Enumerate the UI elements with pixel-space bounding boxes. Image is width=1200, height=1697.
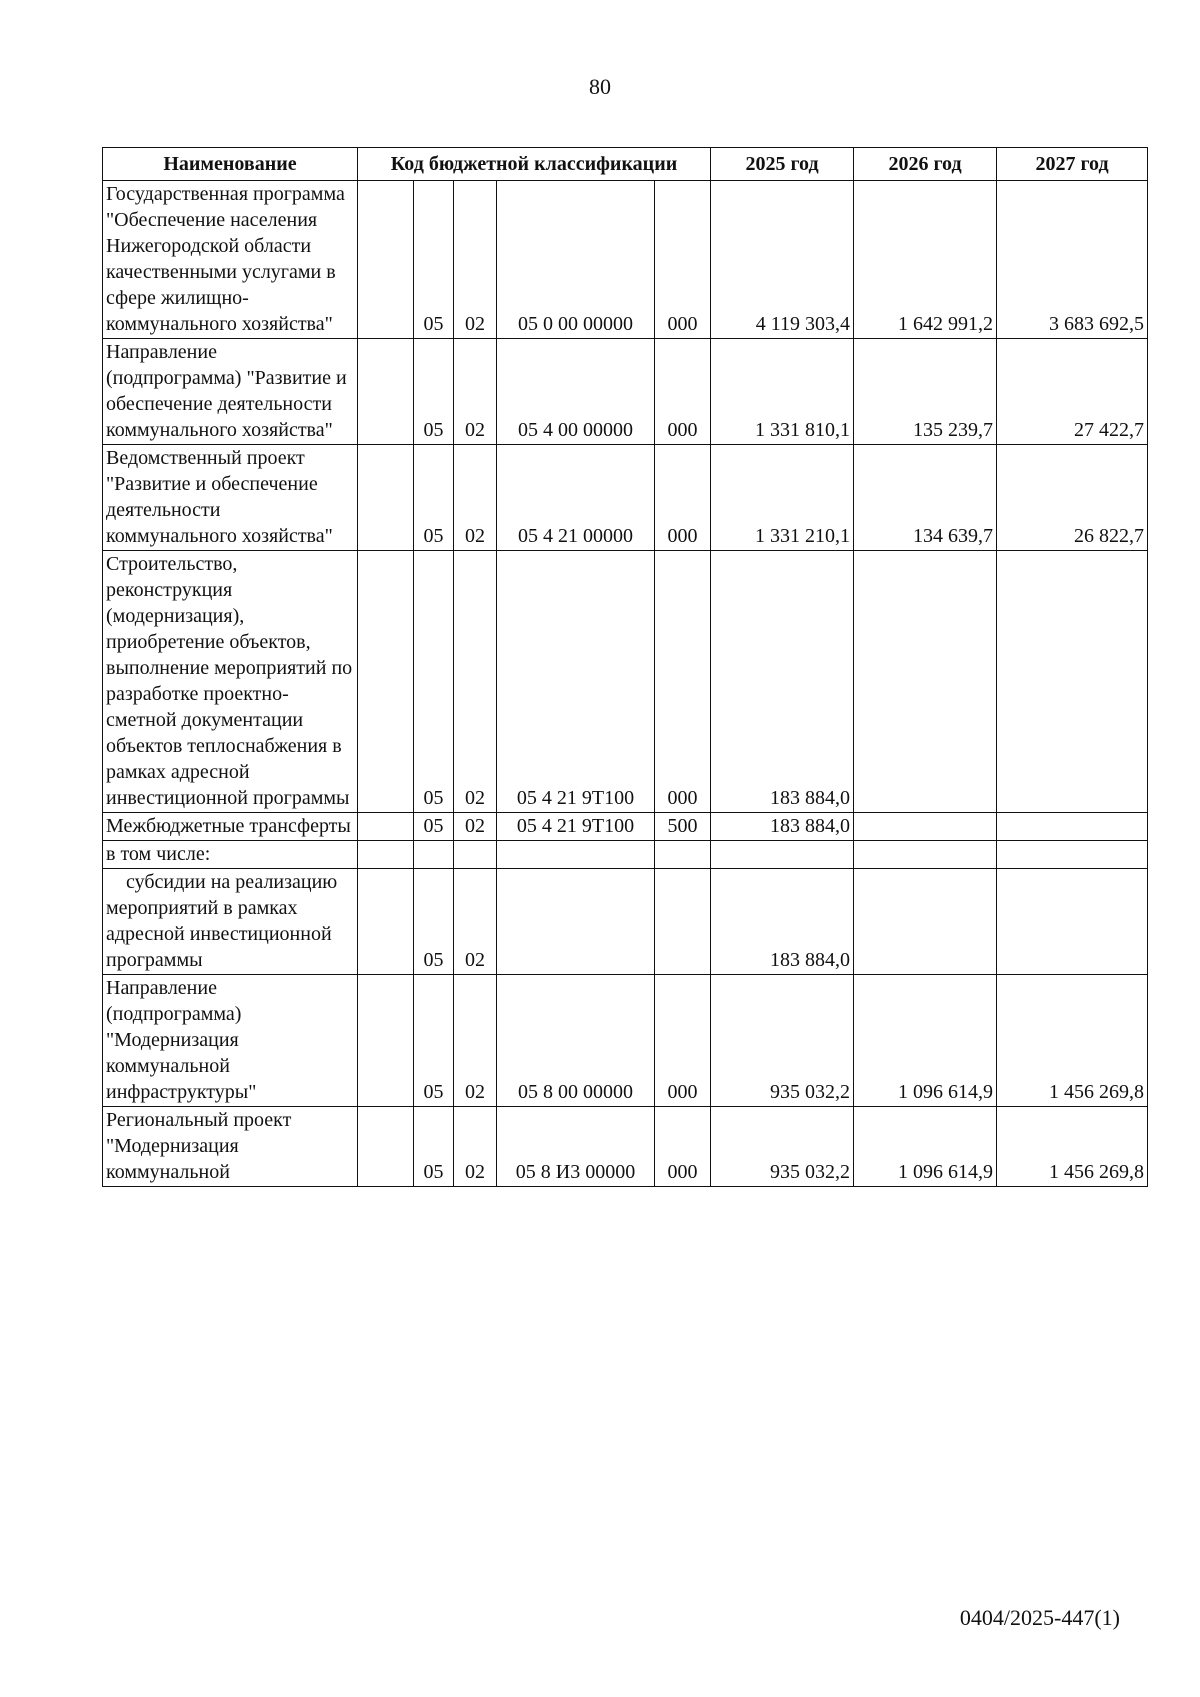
- table-row: [103, 975, 1148, 1107]
- code-target-article: 05 4 00 00000: [497, 339, 655, 445]
- header-2027: 2027 год: [997, 148, 1148, 181]
- table-row: [103, 339, 1148, 445]
- value-2027: [997, 813, 1148, 841]
- value-2026: 1 096 614,9: [854, 975, 997, 1107]
- code-subsection: 02: [454, 975, 497, 1107]
- code-subsection: 02: [454, 869, 497, 975]
- code-expense-type: 000: [655, 551, 711, 813]
- row-name: Региональный проект "Модернизация коммунальной: [103, 1107, 358, 1187]
- code-target-article: 05 4 21 9Т100: [497, 551, 655, 813]
- table-row: [103, 813, 1148, 841]
- value-2026: [854, 551, 997, 813]
- value-2025: [711, 841, 854, 869]
- value-2026: [854, 813, 997, 841]
- value-2025: 935 032,2: [711, 975, 854, 1107]
- value-2025: 1 331 210,1: [711, 445, 854, 551]
- row-name: Государственная программа "Обеспечение населения Нижегородской области качественными услугами в сфере жилищно-коммунального хозяйства": [103, 181, 358, 339]
- row-name: Строительство, реконструкция (модернизация), приобретение объектов, выполнение мероприятий по разработке проектно-сметной документации объектов теплоснабжения в рамках адресной инвестиционной программы: [103, 551, 358, 813]
- code-subsection: 02: [454, 181, 497, 339]
- value-2027: [997, 551, 1148, 813]
- code-target-article: 05 4 21 9Т100: [497, 813, 655, 841]
- code-expense-type: 000: [655, 975, 711, 1107]
- code-target-article: [497, 869, 655, 975]
- code-expense-type: 000: [655, 1107, 711, 1187]
- value-2025: 4 119 303,4: [711, 181, 854, 339]
- value-2026: 1 096 614,9: [854, 1107, 997, 1187]
- value-2026: [854, 841, 997, 869]
- code-section: 05: [414, 339, 454, 445]
- code-subsection: 02: [454, 339, 497, 445]
- value-2025: 1 331 810,1: [711, 339, 854, 445]
- row-name: [103, 869, 358, 975]
- value-2027: [997, 841, 1148, 869]
- code-cell: [358, 869, 414, 975]
- row-name: Направление (подпрограмма) "Развитие и обеспечение деятельности коммунального хозяйства": [103, 339, 358, 445]
- code-cell: [358, 339, 414, 445]
- code-section: 05: [414, 551, 454, 813]
- code-section: [414, 841, 454, 869]
- value-2027: [997, 869, 1148, 975]
- table-row: [103, 551, 1148, 813]
- value-2027: 27 422,7: [997, 339, 1148, 445]
- value-2026: 134 639,7: [854, 445, 997, 551]
- table-row: [103, 1107, 1148, 1187]
- value-2027: 26 822,7: [997, 445, 1148, 551]
- value-2027: 3 683 692,5: [997, 181, 1148, 339]
- code-section: 05: [414, 181, 454, 339]
- code-expense-type: [655, 869, 711, 975]
- value-2025: 183 884,0: [711, 813, 854, 841]
- code-expense-type: 000: [655, 339, 711, 445]
- code-section: 05: [414, 445, 454, 551]
- code-expense-type: 000: [655, 445, 711, 551]
- code-subsection: 02: [454, 445, 497, 551]
- code-expense-type: 500: [655, 813, 711, 841]
- code-target-article: 05 8 00 00000: [497, 975, 655, 1107]
- value-2025: 183 884,0: [711, 869, 854, 975]
- code-subsection: 02: [454, 1107, 497, 1187]
- code-section: 05: [414, 1107, 454, 1187]
- row-name: Межбюджетные трансферты: [103, 813, 358, 841]
- page-number: 80: [589, 74, 611, 99]
- code-target-article: 05 4 21 00000: [497, 445, 655, 551]
- header-budget-code: Код бюджетной классификации: [358, 148, 711, 181]
- code-target-article: 05 8 И3 00000: [497, 1107, 655, 1187]
- code-target-article: 05 0 00 00000: [497, 181, 655, 339]
- code-subsection: 02: [454, 551, 497, 813]
- code-target-article: [497, 841, 655, 869]
- code-cell: [358, 1107, 414, 1187]
- row-name-text: субсидии на реализацию мероприятий в рамках адресной инвестиционной программы: [106, 871, 338, 971]
- code-section: 05: [414, 869, 454, 975]
- code-cell: [358, 841, 414, 869]
- value-2025: 183 884,0: [711, 551, 854, 813]
- code-section: 05: [414, 813, 454, 841]
- row-name: Направление (подпрограмма) "Модернизация коммунальной инфраструктуры": [103, 975, 358, 1107]
- table-row: [103, 181, 1148, 339]
- value-2026: 135 239,7: [854, 339, 997, 445]
- header-name: Наименование: [103, 148, 358, 181]
- value-2026: 1 642 991,2: [854, 181, 997, 339]
- table-row: [103, 869, 1148, 975]
- table-row: [103, 841, 1148, 869]
- code-cell: [358, 445, 414, 551]
- code-subsection: [454, 841, 497, 869]
- table-header-row: [103, 148, 1148, 181]
- row-name: Ведомственный проект "Развитие и обеспечение деятельности коммунального хозяйства": [103, 445, 358, 551]
- row-name: в том числе:: [103, 841, 358, 869]
- table-row: [103, 445, 1148, 551]
- value-2025: 935 032,2: [711, 1107, 854, 1187]
- code-cell: [358, 975, 414, 1107]
- value-2027: 1 456 269,8: [997, 975, 1148, 1107]
- header-2025: 2025 год: [711, 148, 854, 181]
- header-2026: 2026 год: [854, 148, 997, 181]
- document-number: 0404/2025-447(1): [959, 1605, 1120, 1630]
- budget-table: [102, 147, 1148, 1187]
- value-2027: 1 456 269,8: [997, 1107, 1148, 1187]
- code-cell: [358, 551, 414, 813]
- code-expense-type: 000: [655, 181, 711, 339]
- value-2026: [854, 869, 997, 975]
- code-subsection: 02: [454, 813, 497, 841]
- code-cell: [358, 813, 414, 841]
- code-expense-type: [655, 841, 711, 869]
- code-section: 05: [414, 975, 454, 1107]
- code-cell: [358, 181, 414, 339]
